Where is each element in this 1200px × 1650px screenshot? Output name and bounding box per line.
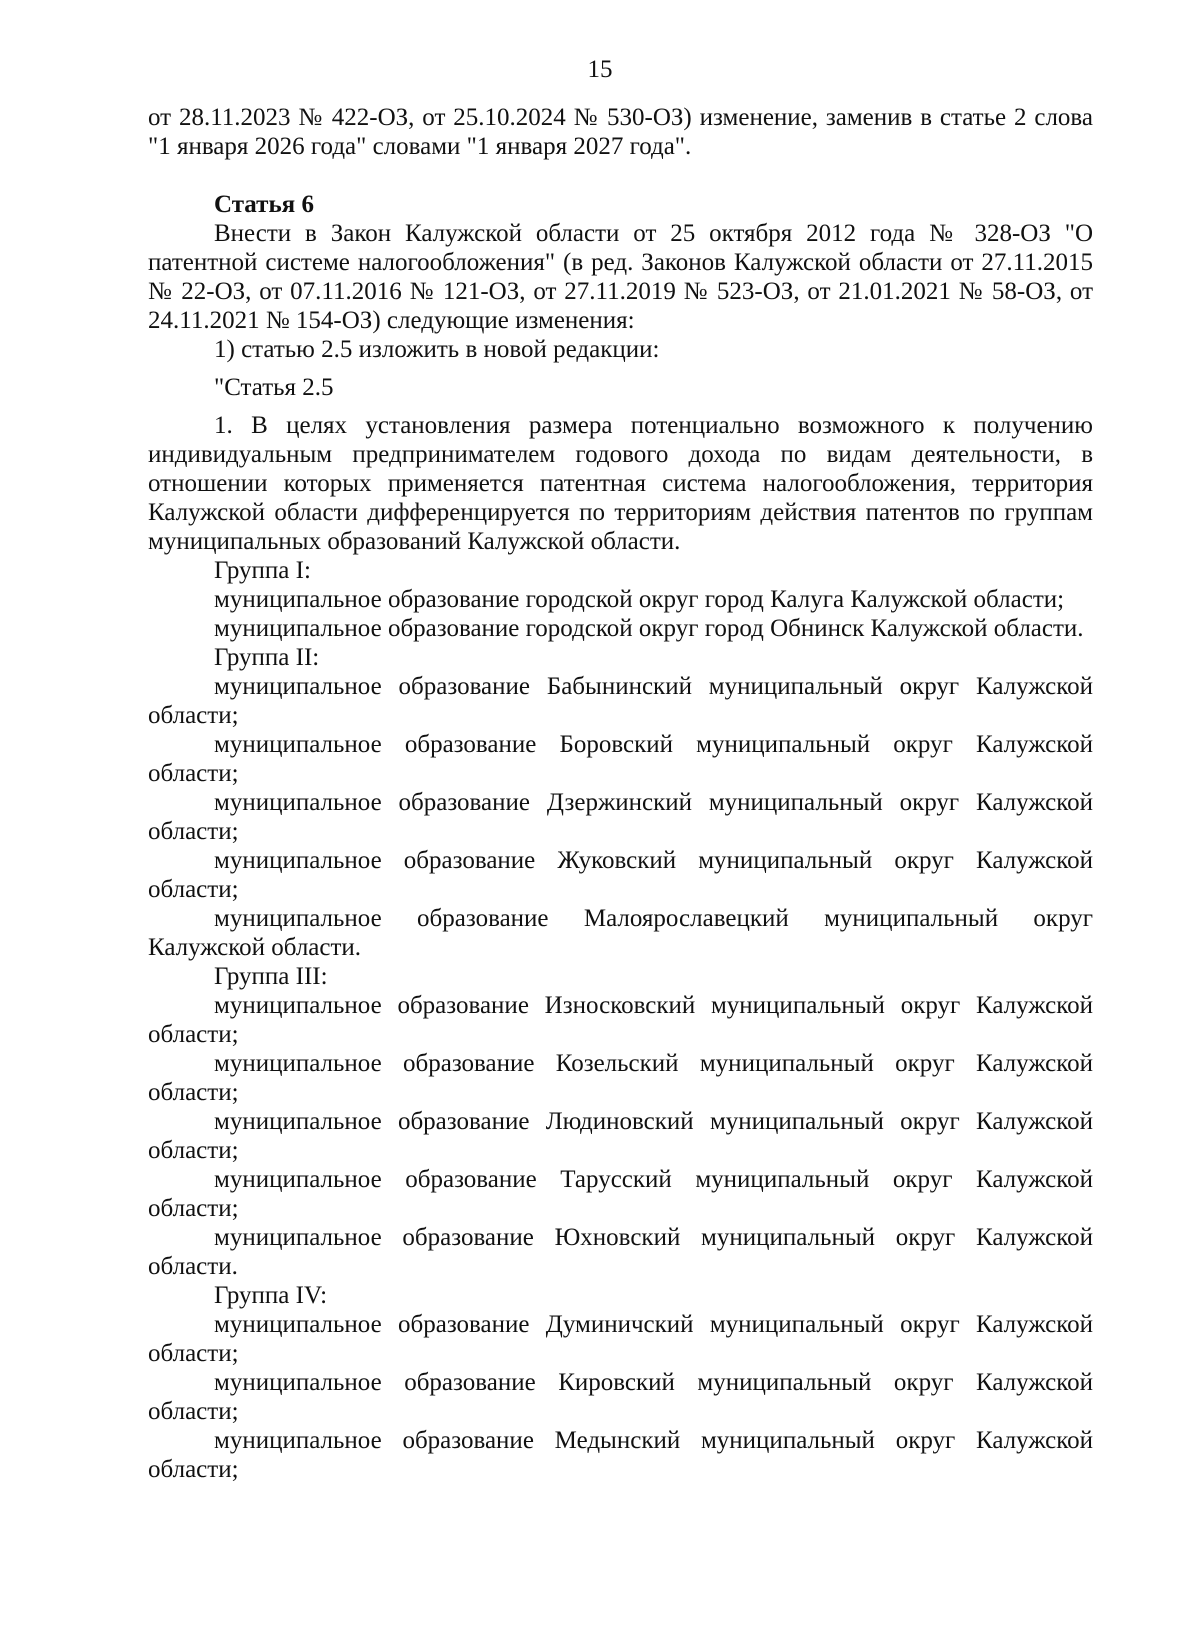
amendment-item: 1) статью 2.5 изложить в новой редакции: xyxy=(214,336,660,363)
group-label: Группа II: xyxy=(214,644,320,671)
clause-paragraph: 1. В целях установления размера потенциально возможного к получению индивидуальным предпринимателем годового дохода по видам деятельности, в отношении которых применяется патентная система налогообложения, территория Калужской области дифференцируется по территориям действия патентов по группам муниципальных образований Калужской области. xyxy=(148,412,1093,555)
municipality-item: муниципальное образование городской округ город Калуга Калужской области; xyxy=(214,586,1065,613)
municipality-item: муниципальное образование Юхновский муниципальный округ Калужской области. xyxy=(148,1224,1093,1280)
municipality-item: муниципальное образование Тарусский муниципальный округ Калужской области; xyxy=(148,1166,1093,1222)
group-label: Группа I: xyxy=(214,557,311,584)
municipality-item: муниципальное образование Думиничский муниципальный округ Калужской области; xyxy=(148,1311,1093,1367)
municipality-item: муниципальное образование Боровский муниципальный округ Калужской области; xyxy=(148,731,1093,787)
municipality-item: муниципальное образование городской округ город Обнинск Калужской области. xyxy=(214,615,1084,642)
quoted-article-heading: "Статья 2.5 xyxy=(214,374,334,401)
municipality-item: муниципальное образование Жуковский муниципальный округ Калужской области; xyxy=(148,847,1093,903)
municipality-item: муниципальное образование Людиновский муниципальный округ Калужской области; xyxy=(148,1108,1093,1164)
municipality-item: муниципальное образование Малоярославецкий муниципальный округ Калужской области. xyxy=(148,905,1093,961)
group-label: Группа IV: xyxy=(214,1282,328,1309)
group-label: Группа III: xyxy=(214,963,328,990)
municipality-item: муниципальное образование Кировский муниципальный округ Калужской области; xyxy=(148,1369,1093,1425)
document-body xyxy=(148,103,1093,1484)
article-intro-paragraph: Внести в Закон Калужской области от 25 октября 2012 года № 328-ОЗ "О патентной системе налогообложения" (в ред. Законов Калужской области от 27.11.2015 № 22-ОЗ, от 07.11.2016 № 121-ОЗ, от 27.11.2019 № 523-ОЗ, от 21.01.2021 № 58-ОЗ, от 24.11.2021 № 154-ОЗ) следующие изменения: xyxy=(148,220,1093,334)
municipality-item: муниципальное образование Дзержинский муниципальный округ Калужской области; xyxy=(148,789,1093,845)
continuation-paragraph: от 28.11.2023 № 422-ОЗ, от 25.10.2024 № 530-ОЗ) изменение, заменив в статье 2 слова "1 января 2026 года" словами "1 января 2027 года". xyxy=(148,104,1093,160)
municipality-item: муниципальное образование Козельский муниципальный округ Калужской области; xyxy=(148,1050,1093,1106)
municipality-item: муниципальное образование Бабынинский муниципальный округ Калужской области; xyxy=(148,673,1093,729)
municipality-item: муниципальное образование Износковский муниципальный округ Калужской области; xyxy=(148,992,1093,1048)
municipality-item: муниципальное образование Медынский муниципальный округ Калужской области; xyxy=(148,1427,1093,1483)
page-number: 15 xyxy=(587,56,613,83)
article-heading: Статья 6 xyxy=(214,191,314,218)
